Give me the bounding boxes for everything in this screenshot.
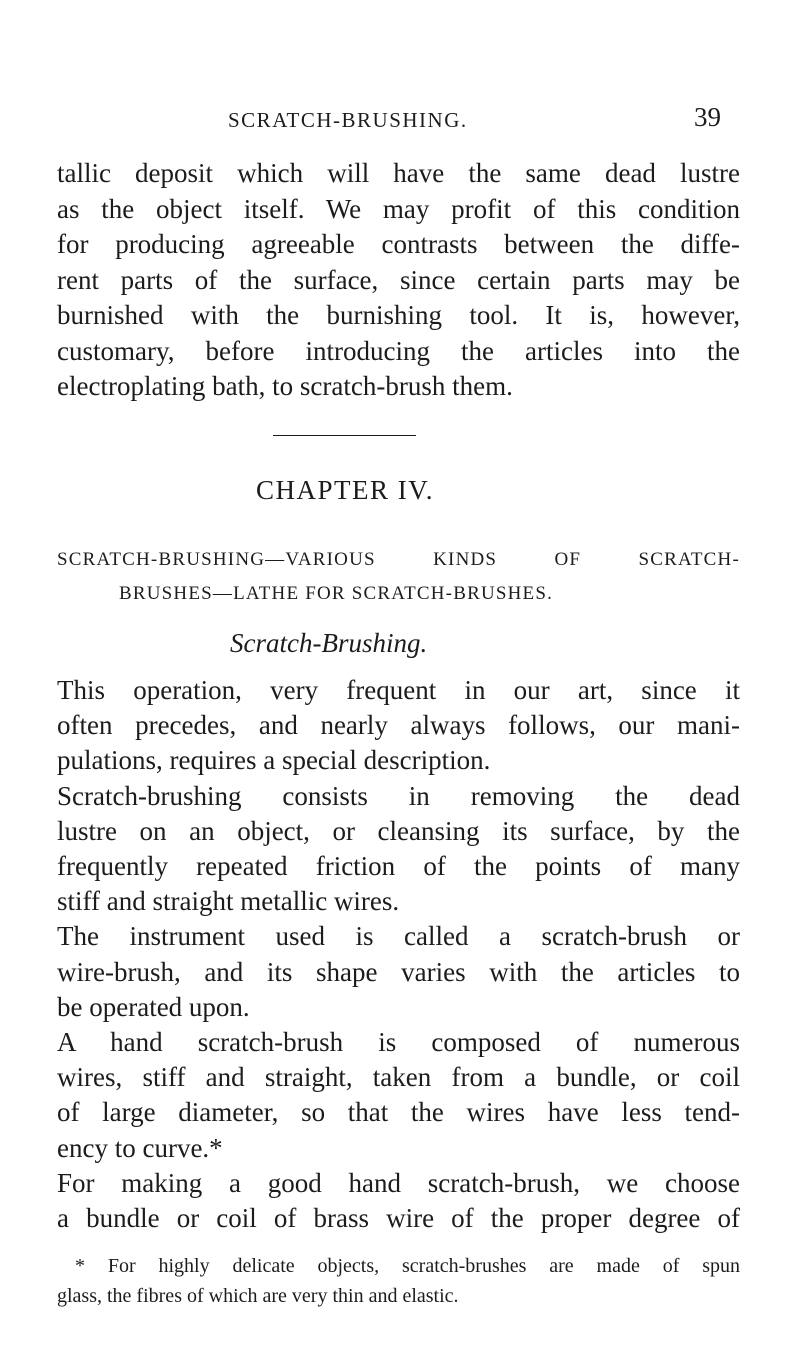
section-divider [273, 435, 416, 436]
text-line: The instrument used is called a scratch-brush or [57, 921, 740, 952]
text-line: pulations, requires a special description. [57, 745, 491, 776]
text-line: wire-brush, and its shape varies with the articles to [57, 956, 740, 987]
text-line: often precedes, and nearly always follows, our mani- [57, 710, 740, 741]
text-line: burnished with the burnishing tool. It is, however, [57, 300, 740, 330]
text-line: a bundle or coil of brass wire of the proper degree of [57, 1203, 740, 1234]
text-line: frequently repeated friction of the points of many [57, 851, 740, 882]
text-line: for producing agreeable contrasts between the diffe- [57, 229, 740, 259]
running-title: SCRATCH-BRUSHING. [228, 108, 468, 132]
text-line: electroplating bath, to scratch-brush them. [57, 371, 513, 401]
text-line: tallic deposit which will have the same dead lustre [57, 158, 740, 188]
text-line: stiff and straight metallic wires. [57, 886, 400, 917]
chapter-title-text: CHAPTER IV. [255, 475, 435, 505]
footnote-line: glass, the fibres of which are very thin and elastic. [57, 1285, 459, 1307]
continuation-paragraph [57, 156, 740, 405]
text-line: as the object itself. We may profit of this condition [57, 193, 740, 224]
chapter-contents [57, 543, 740, 611]
text-line: wires, stiff and straight, taken from a bundle, or coil [57, 1062, 740, 1093]
text-line: be operated upon. [57, 991, 250, 1022]
text-line: A hand scratch-brush is composed of numerous [57, 1027, 740, 1058]
text-line: For making a good hand scratch-brush, we choose [57, 1167, 740, 1198]
text-line: ency to curve.* [57, 1132, 223, 1163]
text-line: of large diameter, so that the wires have less tend- [57, 1097, 740, 1128]
text-line: rent parts of the surface, since certain parts may be [57, 264, 740, 295]
footnote [57, 1251, 740, 1311]
footnote-line: * For highly delicate objects, scratch-brushes are made of spun [75, 1255, 740, 1277]
contents-line: BRUSHES—LATHE FOR SCRATCH-BRUSHES. [119, 583, 554, 604]
contents-line: SCRATCH-BRUSHING—VARIOUS KINDS OF SCRATCH- [57, 549, 740, 570]
text-line: Scratch-brushing consists in removing the dead [57, 780, 740, 811]
section-heading: Scratch-Brushing. [230, 628, 428, 658]
page-number: 39 [694, 102, 721, 132]
body-text [57, 673, 740, 1236]
text-line: lustre on an object, or cleansing its surface, by the [57, 815, 740, 846]
chapter-title [0, 475, 800, 506]
text-line: customary, before introducing the articles into the [57, 335, 740, 366]
text-line: This operation, very frequent in our art, since it [57, 675, 740, 705]
